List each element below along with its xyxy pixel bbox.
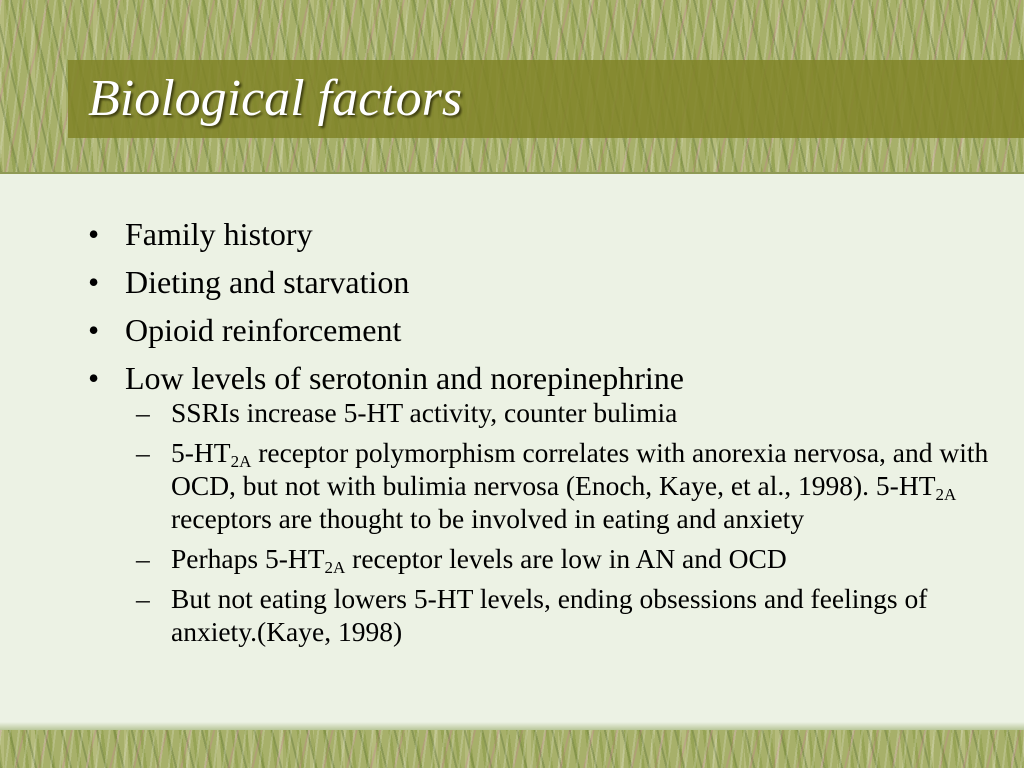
bullet-mark: • [88,360,100,396]
subscript: 2A [935,485,957,504]
subbullet-mark: – [136,583,150,614]
subbullet-text-part: receptors are thought to be involved in eating and anxiety [171,503,805,534]
subbullet-text-part: receptor polymorphism correlates with anorexia nervosa, and with OCD, but not with bulimia nervosa (Enoch, Kaye, et al., 1998). 5-HT [171,437,989,501]
bullet-text: Low levels of serotonin and norepinephrine [125,360,684,396]
bullet-text: Opioid reinforcement [125,312,402,348]
subbullet-mark: – [136,397,150,428]
subbullet-item [136,396,996,429]
bullet-text: Family history [125,216,313,252]
subbullet-text-part: Perhaps 5-HT [171,543,325,574]
slide-title: Biological factors [88,70,463,127]
subbullet-item [136,542,996,575]
subscript: 2A [230,452,252,471]
subscript: 2A [324,558,346,577]
bullet-list [88,210,998,402]
bullet-item [88,210,998,258]
bullet-mark: • [88,264,100,300]
subbullet-item [136,582,996,648]
subbullet-text: SSRIs increase 5-HT activity, counter bulimia [171,397,678,428]
bullet-mark: • [88,312,100,348]
subbullet-list [136,396,996,655]
subbullet-text: But not eating lowers 5-HT levels, ending obsessions and feelings of anxiety.(Kaye, 1998) [171,583,928,647]
bullet-item [88,354,998,402]
subbullet-item [136,436,996,535]
subbullet-text-part: 5-HT [171,437,231,468]
bullet-mark: • [88,216,100,252]
subbullet-mark: – [136,543,150,574]
bullet-item [88,258,998,306]
slide-body [0,174,1024,730]
subbullet-text-part: receptor levels are low in AN and OCD [345,543,787,574]
footer-grass-background [0,730,1024,768]
subbullet-mark: – [136,437,150,468]
bullet-text: Dieting and starvation [125,264,410,300]
bullet-item [88,306,998,354]
